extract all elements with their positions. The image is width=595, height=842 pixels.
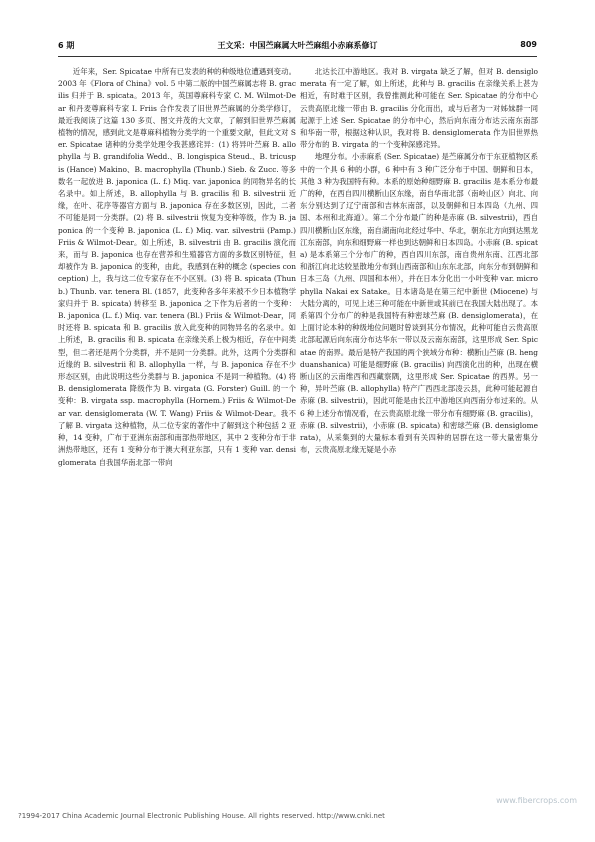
copyright-line: ?1994-2017 China Academic Journal Electronic Publishing House. All rights reserved. http://www.cnki.net: [18, 812, 385, 820]
header-rule: [58, 56, 537, 57]
page-number: 809: [520, 40, 537, 49]
body-paragraph: 近年来，Ser. Spicatae 中所有已发表的种的种级地位遭遇到变动。2003 年《Flora of China》vol. 5 中第二版的中国苎麻属志将 B. gracilis 归并于 B. spicata。2013 年，英国尊麻科专家 C. M. Wilmot-Dear 和丹麦尊麻科专家 I. Friis 合作发表了旧世界苎麻属的分类学修订，最近我阅读了这篇 130 多页、图文并茂的大文章，了解到旧世界苎麻属植物的情况，感到此文是尊麻科植物分类学的一个重要文献，但此文对 Ser. Spicatae 诸种的分类学处理令我甚感诧异：(1) 将异叶苎麻 B. allophylla 与 B. grandifolia Wedd.、B. longispica Steud.、B. tricuspis (Hance) Makino、B. macrophylla (Thunb.) Sieb. & Zucc. 等多数名一起放进 B. japonica (L. f.) Miq. var. japonica 的同物异名的长名录中。如上所述，B. allophylla 与 B. gracilis 和 B. silvestrii 近缘，在叶、花序等器官方面与 B. japonica 存在多数区别，因此，二者不可能是同一分类群。(2) 将 B. silvestrii 恢复为变种等级，作为 B. japonica 的一个变种 B. japonica (L. f.) Miq. var. silvestrii (Pamp.) Friis & Wilmot-Dear。如上所述，B. silvestrii 由 B. gracilis 演化而来，而与 B. japonica 也存在营养和生殖器官方面的多数区别特征，但却被作为 B. japonica 的变种，由此，我感到在种的概念 (species conception) 上，我与这二位专家存在不小区别。(3) 将 B. spicata (Thunb.) Thunb. var. tenera Bl. (1857，此变种各多年来被不少日本植物学家归并于 B. spicata) 转移至 B. japonica 之下作为后者的一个变种：B. japonica (L. f.) Miq. var. tenera (Bl.) Friis & Wilmot-Dear，同时还将 B. spicata 和 B. gracilis 放入此变种的同物异名的名录中。如上所述，B. gracilis 和 B. spicata 在亲缘关系上极为相近，存在中间类型，但二者还是两个分类群，并不是同一分类群。此外，这两个分类群和近缘的 B. silvestrii 和 B. allophylla 一样，与 B. japonica 存在不少形态区别，由此说明这些分类群与 B. japonica 不是同一种植物。(4) 将 B. densiglomerata 降级作为 B. virgata (G. Forster) Guill. 的一个变种：B. virgata ssp. macrophylla (Hornem.) Friis & Wilmot-Dear var. densiglomerata (W. T. Wang) Friis & Wilmot-Dear。我不了解 B. virgata 这种植物，从二位专家的著作中了解到这个种包括 2 亚种，14 变种，广布于亚洲东南部和南部热带地区，其中 2 变种分布于非洲热带地区，还有 1 变种分布于澳大利亚东部，只有 1 变种 var. densiglomerata 自我国华南北部一带向: [58, 67, 296, 467]
page-footer: [18, 812, 577, 826]
running-title: 王文采：中国苎麻属大叶苎麻组小赤麻系修订: [217, 41, 378, 50]
left-column: [58, 66, 296, 786]
site-watermark: www.fibercrops.com: [496, 796, 577, 805]
body-paragraph: 地理分布。小赤麻系 (Ser. Spicatae) 是苎麻属分布于东亚植物区系中的一个具 6 种的小群，6 种中有 3 种广泛分布于中国、朝鲜和日本，其他 3 种为我国特有种。本系的原始种细野麻 B. gracilis 是本系分布最广的种，在西自四川横断山区东缘，南自华南北部（南岭山区）向北、向东分别达到了辽宁南部和吉林东南部，以及朝鲜和日本四岛（九州、四国、本州和北海道）。第二个分布最广的种是赤麻 (B. silvestrii)，西自四川横断山区东缘，南自湖南向北经过华中、华北，朝东北方向到达黑龙江东南部，向东和细野麻一样也到达朝鲜和日本四岛。小赤麻 (B. spicata) 是本系第三个分布广的种，西自四川东部，南自贵州东南、江西北部和浙江向北达较星散地分布到山西南部和山东东北部，向东分布到朝鲜和日本三岛（九州、四国和本州），并在日本分化出一小叶变种 var. microphylla Nakai ex Satake。日本诸岛是在第三纪中新世 (Miocene) 与大陆分离的，可见上述三种可能在中新世或其前已在我国大陆出现了。本系第四个分布广的种是我国特有种密球苎麻 (B. densiglomerata)，在上面讨论本种的种级地位问题时曾谈到其分布情况，此种可能自云贵高原北部起源后向东南分布达华东一带以及云南东南部，这里形成 Ser. Spicatae 的南界。最后是特产我国的两个狭域分布种：横断山苎麻 (B. hengduanshanica) 可能是细野麻 (B. gracilis) 向西演化出的种，出现在横断山区的云南维西和西藏察隅，这里形成 Ser. Spicatae 的西界。另一种，异叶苎麻 (B. allophylla) 特产广西西北部凌云县，此种可能起源自赤麻 (B. silvestrii)，因此可能是由长江中游地区向西南分布过来的。从 6 种上述分布情况看，在云贵高原北缘一带分布有细野麻 (B. gracilis)，赤麻 (B. silvestrii)，小赤麻 (B. spicata) 和密球苎麻 (B. densiglomerata)，从采集到的大量标本看到有关四种的居群在这一带大量密集分布，云贵高原北缘无疑是小赤: [300, 152, 538, 455]
running-header: [58, 38, 537, 52]
right-column: [300, 66, 538, 786]
issue-number: 6 期: [58, 41, 75, 50]
body-paragraph: 北达长江中游地区。我对 B. virgata 缺乏了解，但对 B. densiglomerata 有一定了解，如上所述，此种与 B. gracilis 在亲缘关系上甚为相近，有时难于区别，我曾推测此种可能在 Ser. Spicatae 的分布中心云贵高原北缘一带由 B. gracilis 分化而出，或与后者为一对姊妹群一同起源于上述 Ser. Spicatae 的分布中心，然后向东南分布达云南东南部和华南一带，根据这种认识，我对将 B. densiglomerata 作为旧世界热带分布的 B. virgata 的一个变种深感诧异。: [300, 67, 538, 150]
